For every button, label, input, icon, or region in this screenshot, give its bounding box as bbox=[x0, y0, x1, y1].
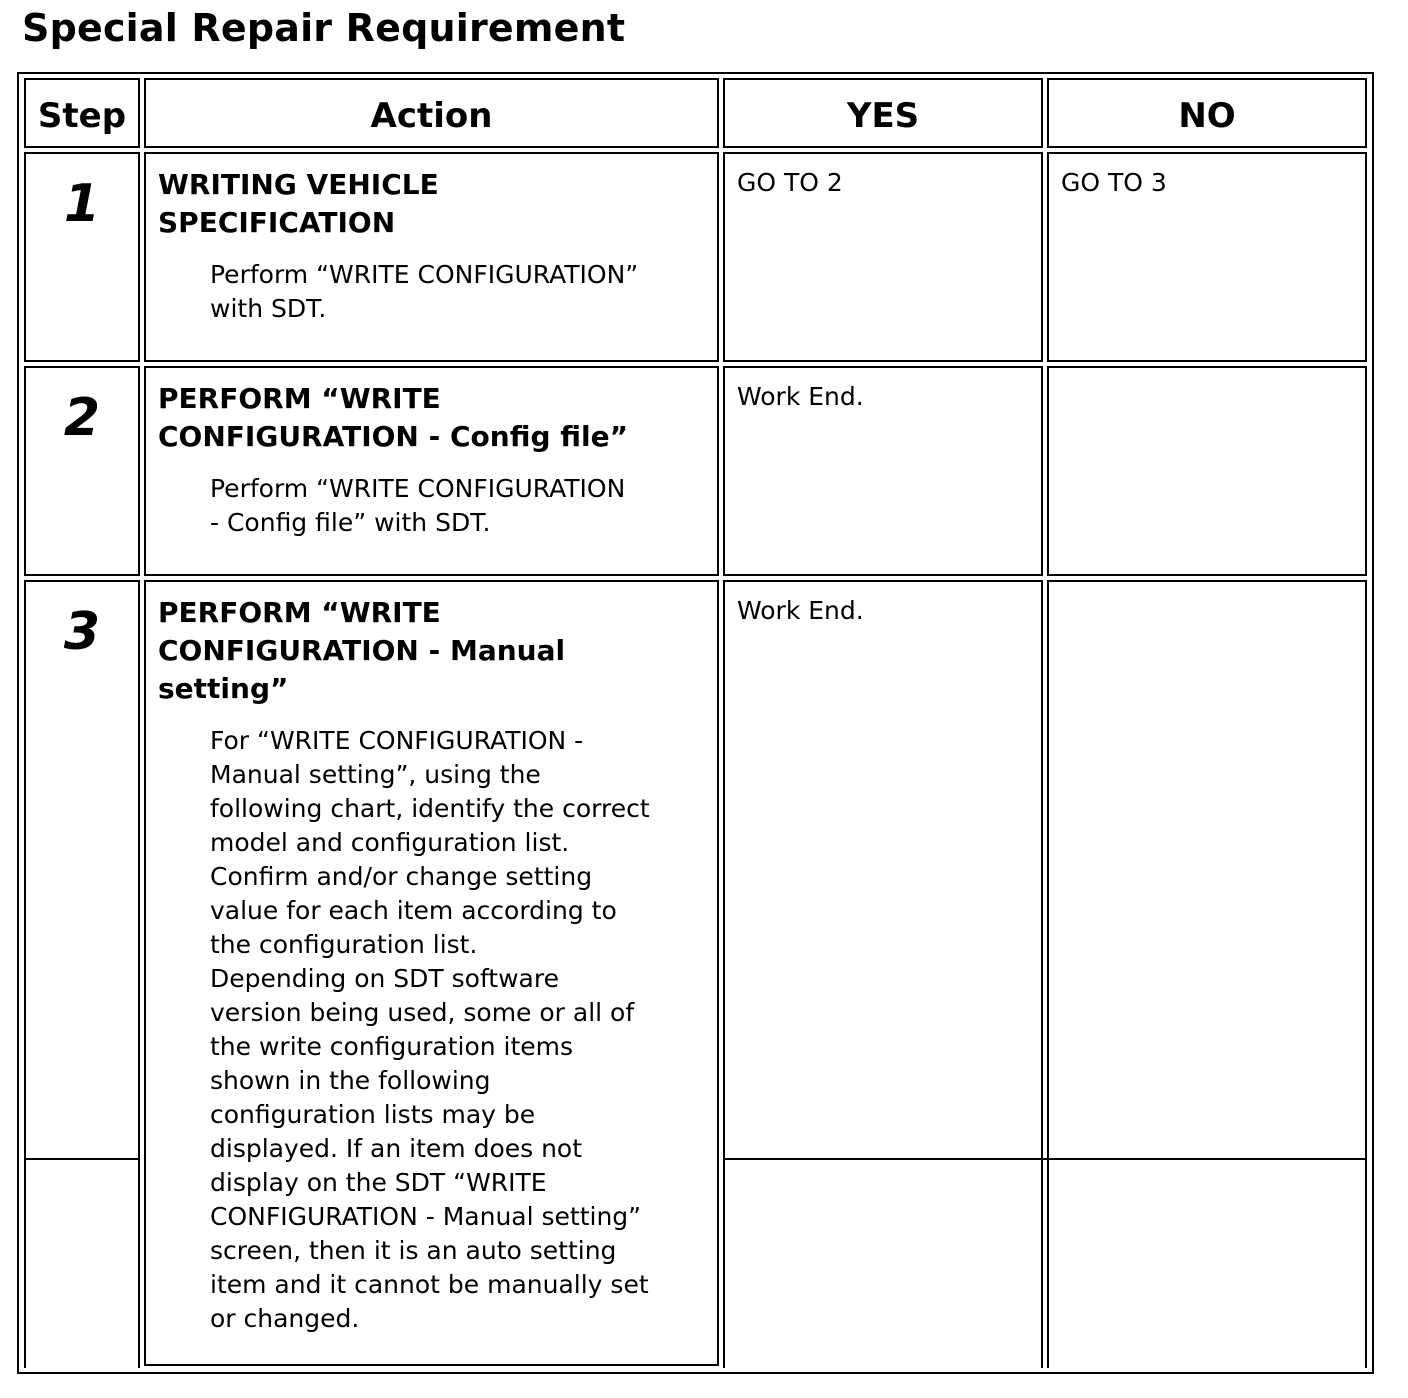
page-break-line-results bbox=[723, 1158, 1367, 1160]
action-body-line: configuration lists may be bbox=[210, 1100, 536, 1129]
action-body-line: the write configuration items bbox=[210, 1032, 574, 1061]
action-body-line: Perform “WRITE CONFIGURATION bbox=[210, 474, 626, 503]
step-number: 1 bbox=[63, 174, 101, 234]
no-result: GO TO 3 bbox=[1061, 168, 1167, 197]
header-action-cell bbox=[144, 78, 719, 148]
header-step: Step bbox=[37, 96, 127, 136]
action-body bbox=[210, 258, 638, 326]
action-body bbox=[210, 724, 650, 1336]
action-title bbox=[158, 166, 711, 242]
header-no-cell bbox=[1047, 78, 1367, 148]
action-body-line: version being used, some or all of bbox=[210, 998, 635, 1027]
yes-2-cell bbox=[723, 366, 1043, 576]
step-number: 3 bbox=[63, 602, 101, 662]
action-body-line: Depending on SDT software bbox=[210, 964, 559, 993]
no-3-cell bbox=[1047, 580, 1367, 1368]
action-body-line: or changed. bbox=[210, 1304, 360, 1333]
page-title: Special Repair Requirement bbox=[22, 6, 626, 50]
action-body-line: item and it cannot be manually set bbox=[210, 1270, 649, 1299]
step-3-cell bbox=[24, 580, 140, 1368]
action-body bbox=[210, 472, 625, 540]
no-2-cell bbox=[1047, 366, 1367, 576]
action-title bbox=[158, 380, 711, 456]
action-body-line: Perform “WRITE CONFIGURATION” bbox=[210, 260, 639, 289]
action-title-line: WRITING VEHICLE bbox=[158, 168, 439, 201]
action-body-line: following chart, identify the correct bbox=[210, 794, 650, 823]
page-break-line-step bbox=[24, 1158, 140, 1160]
yes-3-cell bbox=[723, 580, 1043, 1368]
action-body-line: model and configuration list. bbox=[210, 828, 570, 857]
action-3-cell bbox=[144, 580, 719, 1366]
action-2-cell bbox=[144, 366, 719, 576]
header-action: Action bbox=[370, 96, 493, 136]
action-body-line: shown in the following bbox=[210, 1066, 491, 1095]
action-body-line: - Config file” with SDT. bbox=[210, 508, 491, 537]
yes-result: Work End. bbox=[737, 382, 864, 411]
step-2-cell bbox=[24, 366, 140, 576]
action-body-line: For “WRITE CONFIGURATION - bbox=[210, 726, 584, 755]
header-yes: YES bbox=[846, 96, 920, 136]
header-step-cell bbox=[24, 78, 140, 148]
action-body-line: CONFIGURATION - Manual setting” bbox=[210, 1202, 642, 1231]
action-body-line: the configuration list. bbox=[210, 930, 478, 959]
action-title-line: PERFORM “WRITE bbox=[158, 596, 441, 629]
action-body-line: value for each item according to bbox=[210, 896, 617, 925]
header-no: NO bbox=[1178, 96, 1236, 136]
action-title-line: PERFORM “WRITE bbox=[158, 382, 441, 415]
action-body-line: Confirm and/or change setting bbox=[210, 862, 593, 891]
action-body-line: displayed. If an item does not bbox=[210, 1134, 583, 1163]
yes-1-cell bbox=[723, 152, 1043, 362]
action-body-line: screen, then it is an auto setting bbox=[210, 1236, 617, 1265]
step-1-cell bbox=[24, 152, 140, 362]
action-body-line: display on the SDT “WRITE bbox=[210, 1168, 547, 1197]
yes-result: GO TO 2 bbox=[737, 168, 843, 197]
action-body-line: with SDT. bbox=[210, 294, 327, 323]
action-title-line: CONFIGURATION - Manual bbox=[158, 634, 566, 667]
action-title-line: CONFIGURATION - Config file” bbox=[158, 420, 628, 453]
header-yes-cell bbox=[723, 78, 1043, 148]
action-title-line: SPECIFICATION bbox=[158, 206, 396, 239]
action-body-line: Manual setting”, using the bbox=[210, 760, 541, 789]
action-title bbox=[158, 594, 711, 708]
no-1-cell bbox=[1047, 152, 1367, 362]
action-1-cell bbox=[144, 152, 719, 362]
yes-result: Work End. bbox=[737, 596, 864, 625]
action-title-line: setting” bbox=[158, 672, 289, 705]
step-number: 2 bbox=[63, 388, 101, 448]
